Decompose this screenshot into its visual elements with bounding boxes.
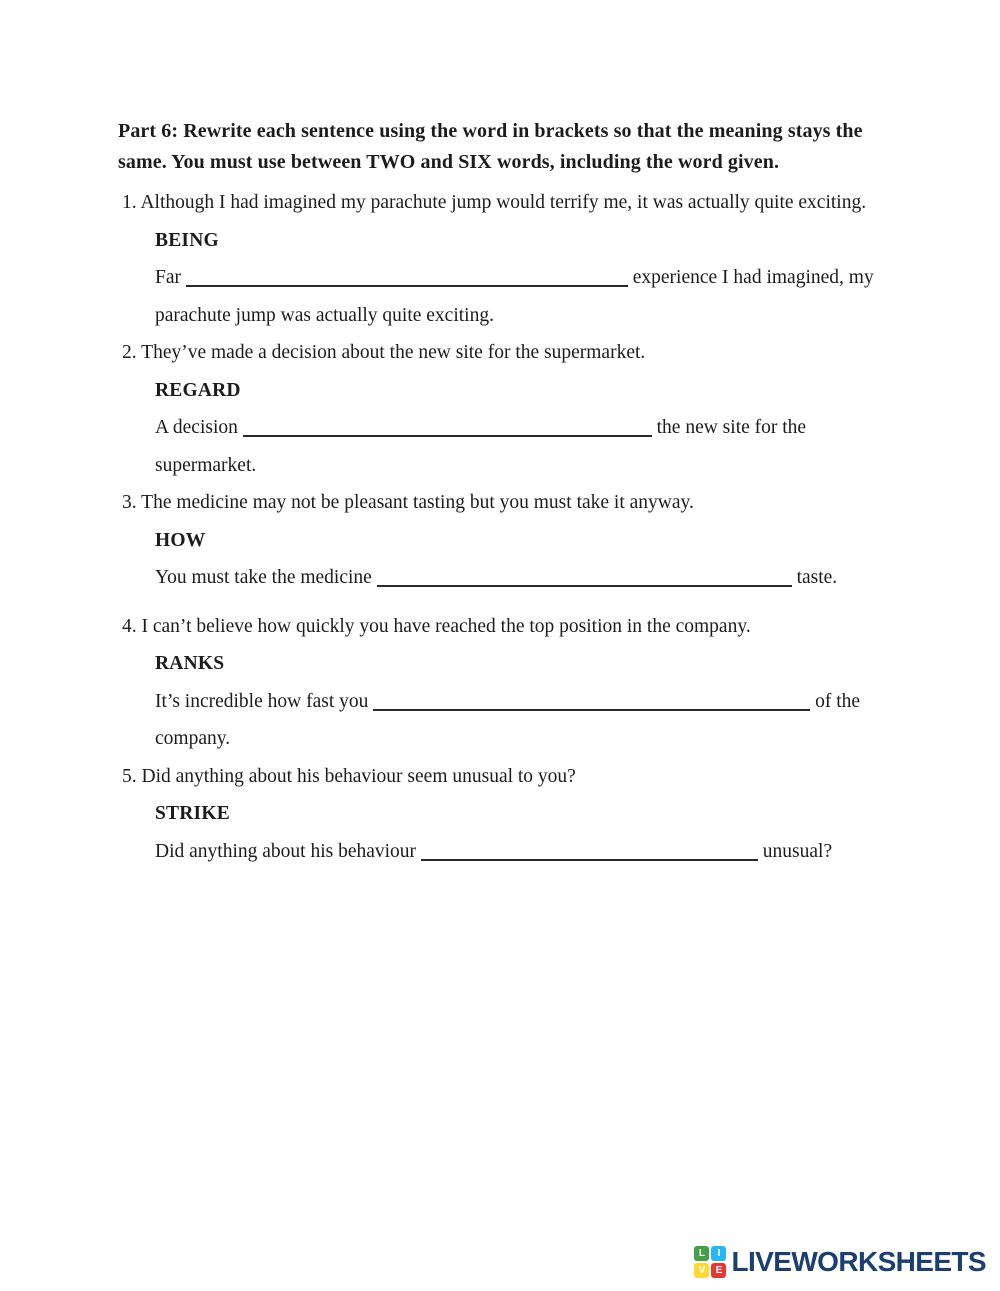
question-sentence: Did anything about his behaviour seem unusual to you? [141,765,576,787]
question-sentence: I can’t believe how quickly you have reached the top position in the company. [141,615,751,637]
answer-line [118,409,882,484]
answer-line [118,833,882,871]
question-text [118,484,882,522]
answer-prefix: It’s incredible how fast you [155,690,369,712]
answer-line [118,259,882,334]
logo-tile-l: L [694,1246,709,1261]
question-sentence: The medicine may not be pleasant tasting but you must take it anyway. [141,492,694,513]
answer-suffix: taste. [796,567,838,588]
question-5 [118,758,882,871]
answer-blank[interactable] [186,285,628,287]
liveworksheets-logo [694,1246,986,1278]
answer-suffix: the new site for the supermarket. [155,417,807,476]
question-text [118,184,882,222]
worksheet-body [118,116,882,870]
question-number: 3. [122,492,137,513]
question-3 [118,484,882,597]
question-1 [118,184,882,334]
answer-prefix: You must take the medicine [155,567,372,588]
logo-tile-e: E [711,1263,726,1278]
answer-blank[interactable] [377,585,792,587]
logo-tile-v: V [694,1263,709,1278]
question-number: 5. [122,765,137,787]
given-word: REGARD [155,379,241,401]
question-sentence: Although I had imagined my parachute jump would terrify me, it was actually quite exciting. [140,192,867,213]
question-number: 1. [122,192,137,213]
liveworksheets-logo-icon [694,1246,726,1278]
question-4 [118,608,882,758]
answer-suffix: unusual? [762,840,833,862]
given-word: STRIKE [155,803,230,824]
question-sentence: They’ve made a decision about the new site for the supermarket. [141,342,646,363]
answer-prefix: A decision [155,417,238,438]
liveworksheets-logo-text: LIVEWORKSHEETS [731,1246,986,1277]
answer-suffix: of the company. [155,690,861,749]
answer-blank[interactable] [421,859,758,861]
answer-suffix: experience I had imagined, my parachute jump was actually quite exciting. [155,267,874,326]
question-text [118,758,882,796]
question-text [118,608,882,646]
answer-prefix: Far [155,267,181,288]
answer-blank[interactable] [373,709,810,711]
given-word: HOW [155,529,206,551]
answer-blank[interactable] [243,435,652,437]
answer-line [118,559,882,597]
question-number: 2. [122,342,137,363]
logo-tile-i: I [711,1246,726,1261]
question-text [118,334,882,372]
exercise-instructions: Part 6: Rewrite each sentence using the word in brackets so that the meaning stays the same. You must use between TWO and SIX words, including the word given. [118,120,863,173]
answer-prefix: Did anything about his behaviour [155,840,417,862]
given-word: BEING [155,229,219,251]
question-2 [118,334,882,484]
given-word: RANKS [155,653,225,674]
answer-line [118,683,882,758]
question-number: 4. [122,615,137,637]
